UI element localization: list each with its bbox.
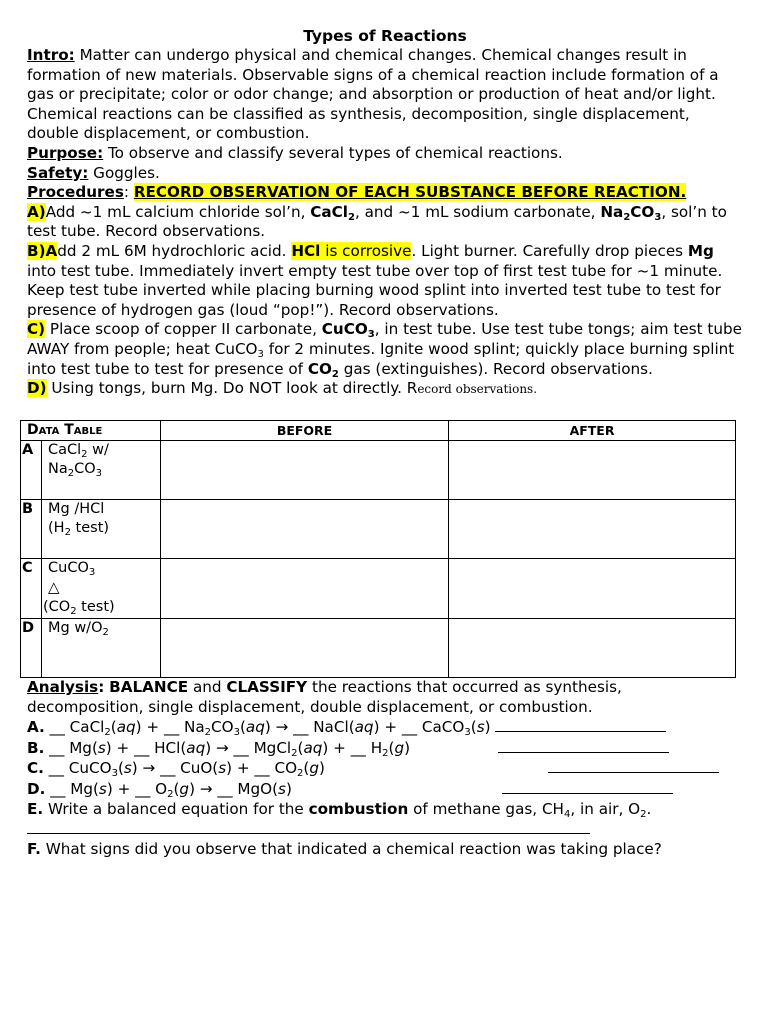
label-text: test) xyxy=(76,599,115,615)
intro-paragraph xyxy=(27,46,743,144)
subscript: 3 xyxy=(367,329,375,341)
equation-letter: B. xyxy=(27,738,45,757)
procedure-d-text: ecord observations. xyxy=(417,382,538,397)
purpose-text: To observe and classify several types of chemical reactions. xyxy=(107,143,563,162)
procedure-b-text: . Light burner. Carefully drop pieces xyxy=(411,241,688,260)
table-row xyxy=(21,500,736,559)
answer-blank[interactable] xyxy=(498,738,669,753)
formula-mg: Mg xyxy=(687,241,714,260)
subscript: 2 xyxy=(331,368,339,380)
procedure-c xyxy=(27,320,743,379)
row-label xyxy=(42,559,161,619)
label-text: w/ xyxy=(87,442,109,458)
question-e xyxy=(27,800,743,820)
table-row xyxy=(21,559,736,619)
question-text: of methane gas, CH xyxy=(408,799,564,818)
subscript: 2 xyxy=(640,808,647,820)
equation-letter: A. xyxy=(27,718,45,737)
label-text: Mg /HCl xyxy=(48,501,105,517)
label-text: CaCl xyxy=(48,442,82,458)
formula-hcl: HCl xyxy=(291,241,321,260)
procedure-a xyxy=(27,203,743,242)
procedures-banner: RECORD OBSERVATION OF EACH SUBSTANCE BEFORE REACTION. xyxy=(133,183,687,202)
equation-letter: D. xyxy=(27,779,46,798)
label-text: Na xyxy=(48,461,68,477)
procedures-label: Procedures xyxy=(27,183,124,202)
equation-letter: C. xyxy=(27,759,44,778)
data-table-title xyxy=(21,421,161,441)
label-line xyxy=(42,599,115,615)
after-cell[interactable] xyxy=(449,619,736,678)
question-text: , in air, O xyxy=(570,799,641,818)
answer-line-e xyxy=(27,819,743,840)
procedure-d-text: Using tongs, burn Mg. Do NOT look at directly. R xyxy=(46,379,418,398)
header-text: Data Table xyxy=(27,422,103,438)
formula-cuco3: CuCO xyxy=(321,320,368,339)
formula-co2: CO xyxy=(307,359,332,378)
before-cell[interactable] xyxy=(161,500,449,559)
subscript: 3 xyxy=(257,348,264,360)
row-label xyxy=(42,441,161,500)
subscript: 2 xyxy=(64,527,71,538)
procedure-c-text: , in test tube. Use test tube tongs; aim test tube AWAY from people; heat CuCO xyxy=(27,320,742,358)
equation-b: B. __ Mg(s) + __ HCl(aq) → __ MgCl$_2$(aq) + __ $H_2(g)$ xyxy=(27,738,743,759)
purpose-paragraph xyxy=(27,144,743,164)
label-text: test) xyxy=(70,520,110,536)
label-text: CO xyxy=(74,461,96,477)
table-row xyxy=(21,441,736,500)
document-page xyxy=(27,27,743,400)
combustion-text: combustion xyxy=(308,799,409,818)
safety-paragraph xyxy=(27,164,743,184)
formula-na2co3: CO xyxy=(630,202,655,221)
row-label xyxy=(42,500,161,559)
table-row xyxy=(21,619,736,678)
label-text: Mg w/O xyxy=(48,620,103,636)
intro-label: Intro: xyxy=(27,46,75,64)
analysis-colon: : xyxy=(98,678,105,696)
label-text: (H xyxy=(48,520,65,536)
question-text: What signs did you observe that indicated a chemical reaction was taking place? xyxy=(40,839,662,858)
subscript: 3 xyxy=(95,468,103,479)
subscript: 2 xyxy=(347,211,355,223)
formula-na2co3: Na xyxy=(600,202,624,221)
procedure-a-tag: A) xyxy=(27,202,46,221)
subscript: 2 xyxy=(81,449,88,460)
document-title: Types of Reactions xyxy=(303,27,467,45)
subscript: 3 xyxy=(88,567,96,578)
question-letter: F. xyxy=(27,839,41,858)
procedures-heading xyxy=(27,183,743,203)
procedure-b-tag: B)A xyxy=(27,241,58,260)
analysis-label: Analysis xyxy=(27,678,99,696)
heat-triangle-icon: △ xyxy=(48,578,60,596)
question-text: Write a balanced equation for the xyxy=(43,799,309,818)
equation-a: A. __ CaCl$_2$(aq) + __ $Na_2CO_3(aq)$ → __ NaCl(aq) + __ CaCO$_3$(s) xyxy=(27,717,743,738)
answer-blank[interactable] xyxy=(548,758,719,773)
procedure-b-text: into test tube. Immediately invert empty test tube over top of first test tube for ~1 minute. Keep test tube inverted while placing burning wood splint into inverted test tube to test for presence of hydrogen gas (loud “pop!”). Record observations. xyxy=(27,261,723,319)
row-letter: B xyxy=(21,500,42,559)
label-text: (CO xyxy=(43,599,71,615)
procedure-c-text: Place scoop of copper II carbonate, xyxy=(45,320,322,339)
answer-blank[interactable] xyxy=(27,819,590,834)
procedure-d-tag: D) xyxy=(27,379,47,398)
corrosive-text: is corrosive xyxy=(320,241,412,260)
label-text: CuCO xyxy=(48,560,89,576)
question-letter: E. xyxy=(27,799,44,818)
purpose-label: Purpose: xyxy=(27,143,104,162)
row-letter: C xyxy=(21,559,42,619)
table-header-row xyxy=(21,421,736,441)
equation-d: D. __ Mg(s) + __ $O_2(g)$ → __ MgO(s) xyxy=(27,779,743,800)
procedure-a-text: , sol’n to test tube. Record observations. xyxy=(27,202,727,241)
procedure-c-text: gas (extinguishes). Record observations. xyxy=(338,359,653,378)
equation-c: C. __ CuCO$_3$(s) → __ CuO(s) + __ $CO_2(g)$ xyxy=(27,758,743,779)
classify-text: CLASSIFY xyxy=(226,678,308,696)
after-cell[interactable] xyxy=(449,500,736,559)
after-header: AFTER xyxy=(449,421,736,441)
before-cell[interactable] xyxy=(161,619,449,678)
procedure-c-tag: C) xyxy=(27,320,46,339)
row-letter: A xyxy=(21,441,42,500)
procedure-d xyxy=(27,379,743,400)
before-cell[interactable] xyxy=(161,559,449,619)
procedure-b-text: dd 2 mL 6M hydrochloric acid. xyxy=(57,241,292,260)
analysis-text: the reactions that occurred as synthesis, decomposition, single displacement, double displacement, or combustion. xyxy=(27,678,622,716)
subscript: 2 xyxy=(102,627,109,638)
answer-blank[interactable] xyxy=(495,717,666,732)
subscript: 2 xyxy=(623,211,631,223)
after-cell[interactable] xyxy=(449,441,736,500)
safety-text: Goggles. xyxy=(93,163,160,182)
subscript: 2 xyxy=(70,606,77,617)
subscript: 4 xyxy=(563,808,571,820)
procedure-a-text: , and ~1 mL sodium carbonate, xyxy=(354,202,601,221)
formula-cacl2: CaCl xyxy=(310,202,348,221)
answer-blank[interactable] xyxy=(502,779,673,794)
analysis-section xyxy=(27,678,743,859)
procedures-colon: : xyxy=(123,183,129,202)
intro-text: Matter can undergo physical and chemical changes. Chemical changes result in formation of new materials. Observable signs of a chemical reaction include formation of a gas or precipitate; color or odor change; and absorption or production of heat and/or light. Chemical reactions can be classified as synthesis, decomposition, single displacement, double displacement, or combustion. xyxy=(27,46,719,143)
data-table xyxy=(20,420,736,678)
row-letter: D xyxy=(21,619,42,678)
and-text: and xyxy=(188,678,227,696)
safety-label: Safety: xyxy=(27,163,89,182)
question-text: . xyxy=(646,799,652,818)
question-f xyxy=(27,840,743,860)
subscript: 3 xyxy=(654,211,662,223)
subscript: 2 xyxy=(67,468,75,479)
balance-text: BALANCE xyxy=(109,678,189,696)
label-line xyxy=(42,560,95,576)
analysis-intro xyxy=(27,678,743,717)
before-header: BEFORE xyxy=(161,421,449,441)
procedure-a-text: Add ~1 mL calcium chloride sol’n, xyxy=(45,202,311,221)
procedure-b xyxy=(27,242,743,320)
procedure-c-text: for 2 minutes. Ignite wood splint; quickly place burning splint into test tube to test for presence of xyxy=(27,339,735,378)
row-label xyxy=(42,619,161,678)
after-cell[interactable] xyxy=(449,559,736,619)
hcl-warning xyxy=(291,242,411,260)
before-cell[interactable] xyxy=(161,441,449,500)
